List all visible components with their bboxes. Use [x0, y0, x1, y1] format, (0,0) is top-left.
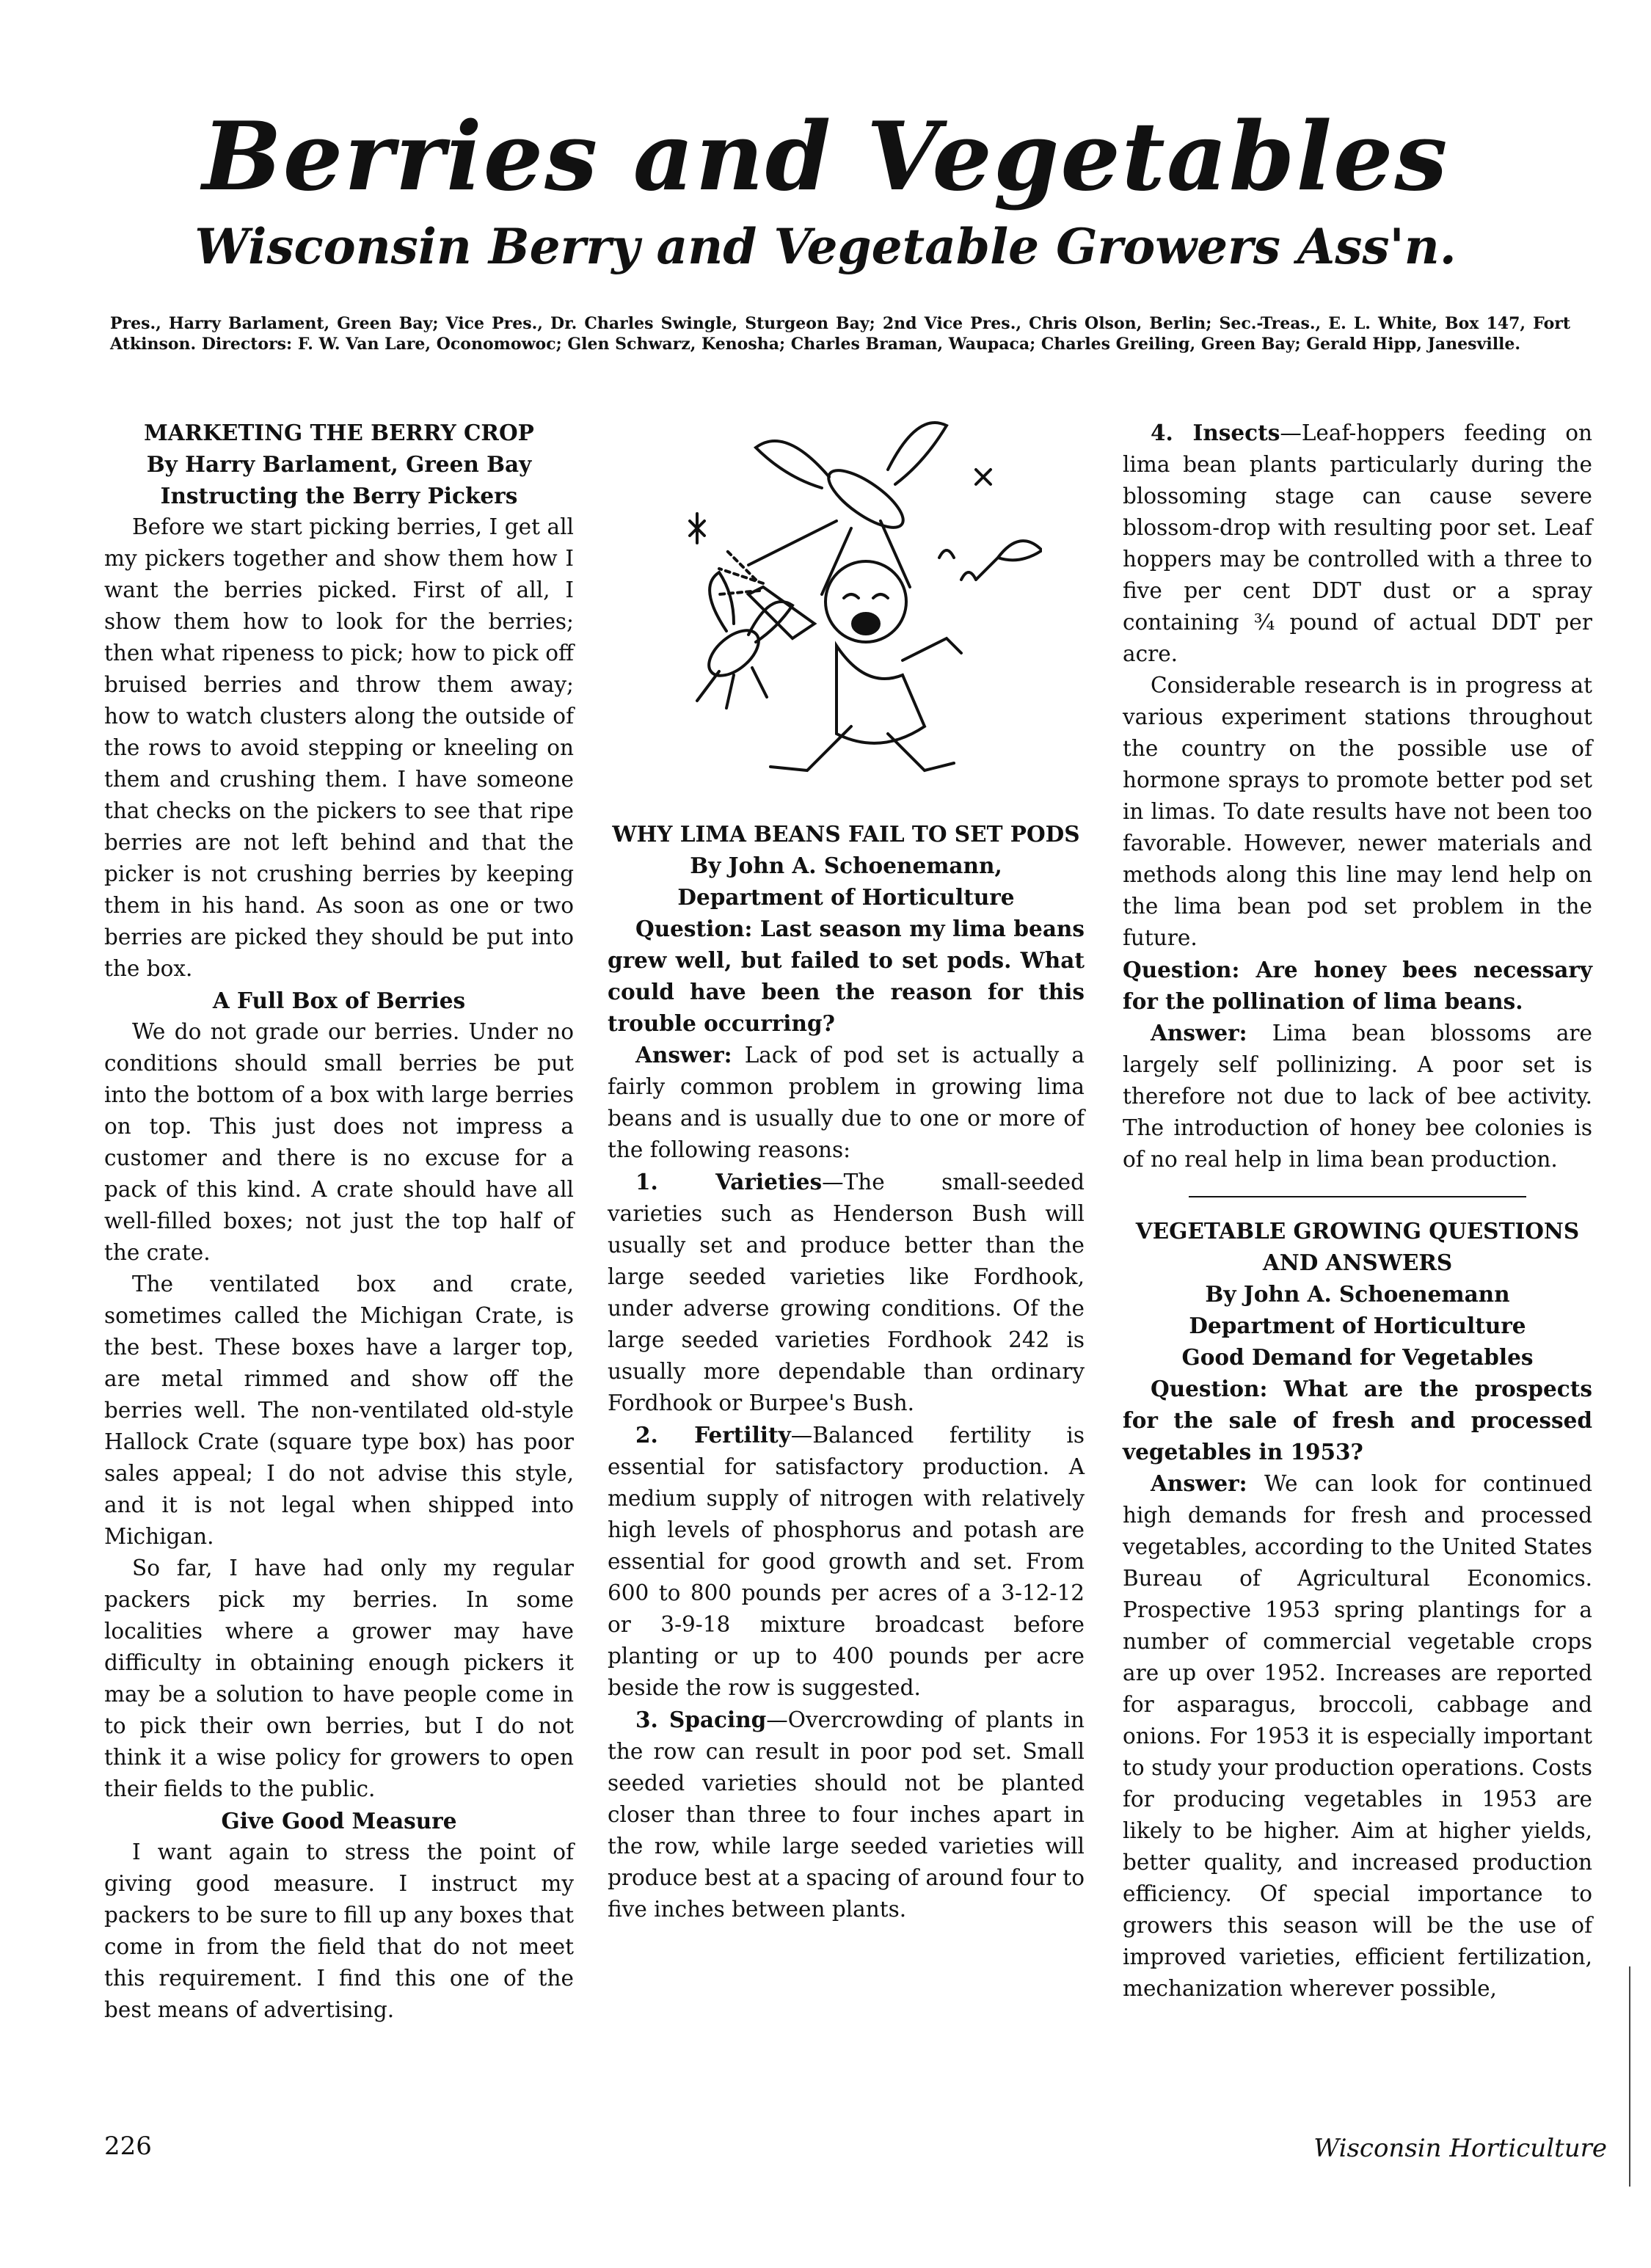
association-name: Wisconsin Berry and Vegetable Growers Ass'n. [194, 218, 1457, 275]
reason-label: 1. Varieties [635, 1169, 823, 1195]
reason-insects [1123, 417, 1592, 670]
reason-label: 2. Fertility [635, 1422, 791, 1448]
question-paragraph [1123, 954, 1592, 1017]
byline-barlament: By Harry Barlament, Green Bay [146, 451, 532, 477]
reason-text: —Balanced fertility is essential for satisfactory production. A medium supply of nitrogen with relatively high levels of phosphorus and potash are essential for good growth and set. From 600 to 800 pounds per acres of a 3-12-12 or 3-9-18 mixture broadcast before planting or up to 400 pounds per acre beside the row is suggested. [608, 1423, 1085, 1700]
page-number: 226 [104, 2132, 152, 2161]
byline-department: Department of Horticulture [1189, 1313, 1526, 1338]
question-text: Are honey bees necessary for the pollination of lima beans. [1123, 957, 1592, 1014]
article-heading-lima-beans: WHY LIMA BEANS FAIL TO SET PODS [612, 821, 1080, 847]
margin-line [1629, 1966, 1630, 2187]
subheading-good-measure: Give Good Measure [221, 1808, 457, 1834]
article-heading-marketing: MARKETING THE BERRY CROP [144, 420, 534, 445]
byline-department: Department of Horticulture [677, 884, 1015, 910]
answer-paragraph [608, 1039, 1085, 1166]
reason-text: —Leaf-hoppers feeding on lima bean plants particularly during the blossoming stage can cause severe blossom-drop with resulting poor set. Leaf hoppers may be controlled with a three to five per cent DDT dust or a spray containing ¾ pound of actual DDT per acre. [1123, 420, 1592, 666]
article-heading-vegetable-qa: VEGETABLE GROWING QUESTIONS AND ANSWERS [1135, 1218, 1580, 1275]
question-label: Question: [635, 916, 753, 941]
column-2 [608, 818, 1085, 1925]
question-paragraph [608, 913, 1085, 1039]
question-paragraph [1123, 1373, 1592, 1467]
subheading-full-box: A Full Box of Berries [212, 988, 466, 1013]
answer-paragraph [1123, 1467, 1592, 2005]
paragraph: We do not grade our berries. Under no conditions should small berries be put into the bottom of a box with large berries on top. This just does not impress a customer and there is no excuse for a pack of this kind. A crate should have all well-filled boxes; not just the top half of the crate. [104, 1019, 574, 1265]
answer-text: We can look for continued high demands for fresh and processed vegetables, according to the United States Bureau of Agricultural Economics. Prospective 1953 spring plantings for a number of commercial vegetable crops are up over 1952. Increases are reported for asparagus, broccoli, cabbage and onions. For 1953 it is especially important to study your production operations. Costs for producing vegetables in 1953 are likely to be higher. Aim at higher yields, better quality, and increased production efficiency. Of special importance to growers this season will be the use of improved varieties, efficient fertilization, mechanization wherever possible, [1123, 1471, 1592, 2001]
reason-text: —The small-seeded varieties such as Henderson Bush will usually set and produce better than the large seeded varieties like Fordhook, under adverse growing conditions. Of the large seeded varieties Fordhook 242 is usually more dependable than ordinary Fordhook or Burpee's Bush. [608, 1170, 1085, 1415]
question-label: Question: [1151, 1376, 1268, 1401]
reason-fertility [608, 1419, 1085, 1704]
answer-text: Lima bean blossoms are largely self pollinizing. A poor set is therefore not due to lack of bee activity. The introduction of honey bee colonies is of no real help in lima bean production. [1123, 1021, 1592, 1172]
officers-list: Pres., Harry Barlament, Green Bay; Vice Pres., Dr. Charles Swingle, Sturgeon Bay; 2nd Vice Pres., Chris Olson, Berlin; Sec.-Treas., E. L. White, Box 147, Fort Atkinson. Directors: F. W. Van Lare, Oconomowoc; Glen Schwarz, Kenosha; Charles Braman, Waupaca; Charles Greiling, Green Bay; Gerald Hipp, Janesville. [110, 314, 1570, 354]
reason-label: 4. Insects [1151, 420, 1280, 445]
column-1 [104, 417, 574, 2026]
subheading-instructing: Instructing the Berry Pickers [160, 483, 518, 508]
page-title: Berries and Vegetables [202, 102, 1449, 212]
question-text: Last season my lima beans grew well, but failed to set pods. What could have been the reason for this trouble occurring? [608, 916, 1085, 1036]
magazine-name: Wisconsin Horticulture [1313, 2134, 1607, 2163]
section-divider [1189, 1196, 1526, 1197]
paragraph: Before we start picking berries, I get all my pickers together and show them how I want the berries picked. First of all, I show them how to look for the berries; then what ripeness to pick; how to pick off bruised berries and throw them away; how to watch clusters along the outside of the rows to avoid stepping or kneeling on them and crushing them. I have someone that checks on the pickers to see that ripe berries are not left behind and that the picker is not crushing berries by keeping them in his hand. As soon as one or two berries are picked they should be put into the box. [104, 514, 574, 981]
paragraph: So far, I have had only my regular packers pick my berries. In some localities where a grower may have difficulty in obtaining enough pickers it may be a solution to have people come in to pick their own berries, but I do not think it a wise policy for growers to open their fields to the public. [104, 1556, 574, 1801]
answer-text: Lack of pod set is actually a fairly common problem in growing lima beans and is usually due to one or more of the following reasons: [608, 1043, 1085, 1162]
reason-varieties [608, 1166, 1085, 1419]
subheading-good-demand: Good Demand for Vegetables [1181, 1344, 1534, 1370]
question-text: What are the prospects for the sale of fresh and processed vegetables in 1953? [1123, 1376, 1592, 1465]
paragraph: I want again to stress the point of giving good measure. I instruct my packers to be sure to fill up any boxes that come in from the field that do not meet this requirement. I find this one of the best means of advertising. [104, 1839, 574, 2022]
column-3 [1123, 417, 1592, 2005]
answer-label: Answer: [635, 1042, 732, 1068]
reason-label: 3. Spacing [635, 1707, 767, 1732]
byline-schoenemann: By John A. Schoenemann, [690, 853, 1002, 878]
insect-cartoon-illustration [646, 411, 1042, 792]
byline-schoenemann: By John A. Schoenemann [1205, 1281, 1510, 1307]
answer-label: Answer: [1151, 1020, 1247, 1046]
reason-text: —Overcrowding of plants in the row can result in poor pod set. Small seeded varieties should not be planted closer than three to four inches apart in the row, while large seeded varieties will produce best at a spacing of around four to five inches between plants. [608, 1707, 1085, 1922]
reason-spacing [608, 1704, 1085, 1925]
answer-paragraph [1123, 1017, 1592, 1175]
paragraph: Considerable research is in progress at various experiment stations throughout the country on the possible use of hormone sprays to promote better pod set in limas. To date results have not been too favorable. However, newer materials and methods along this line may lend help on the lima bean pod set problem in the future. [1123, 673, 1592, 950]
paragraph: The ventilated box and crate, sometimes called the Michigan Crate, is the best. These boxes have a larger top, are metal rimmed and show off the berries well. The non-ventilated old-style Hallock Crate (square type box) has poor sales appeal; I do not advise this style, and it is not legal when shipped into Michigan. [104, 1272, 574, 1549]
answer-label: Answer: [1151, 1470, 1247, 1496]
question-label: Question: [1123, 957, 1240, 982]
